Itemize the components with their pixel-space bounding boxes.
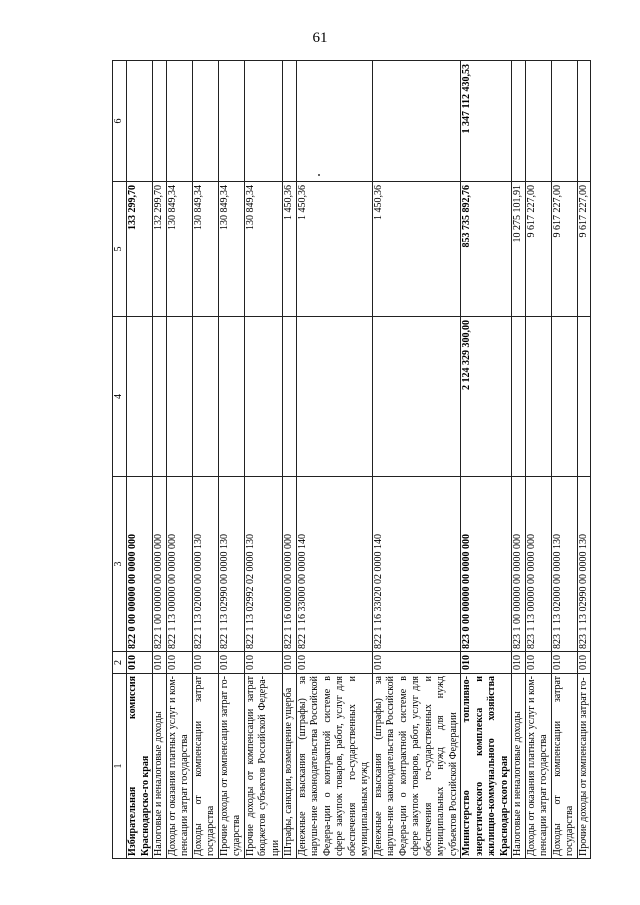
row-plan-cell xyxy=(218,317,244,477)
column-header: 5 xyxy=(113,182,127,317)
row-plan-cell xyxy=(283,317,297,477)
table-row xyxy=(283,61,297,859)
row-plan-cell xyxy=(192,317,218,477)
row-plan-cell: 2 124 329 300,00 xyxy=(461,317,512,477)
row-fact-cell: 130 849,34 xyxy=(166,182,192,317)
row-fact-cell: 132 299,70 xyxy=(153,182,167,317)
row-name-cell: Налоговые и неналоговые доходы xyxy=(153,674,167,859)
header-row xyxy=(113,61,127,859)
column-header: 6 xyxy=(113,61,127,182)
row-total-cell xyxy=(372,61,461,182)
table-row xyxy=(127,61,153,859)
row-kbk-cell: 822 1 13 02000 00 0000 130 xyxy=(192,477,218,652)
row-code-cell: 010 xyxy=(525,652,551,674)
column-header: 2 xyxy=(113,652,127,674)
row-code-cell: 010 xyxy=(512,652,526,674)
row-code-cell: 010 xyxy=(166,652,192,674)
row-plan-cell xyxy=(512,317,526,477)
row-fact-cell: 130 849,34 xyxy=(192,182,218,317)
row-fact-cell: 133 299,70 xyxy=(127,182,153,317)
row-plan-cell xyxy=(525,317,551,477)
column-header: 1 xyxy=(113,674,127,859)
scan-speck xyxy=(318,174,320,176)
row-total-cell xyxy=(296,61,372,182)
row-code-cell: 010 xyxy=(127,652,153,674)
row-kbk-cell: 822 1 13 00000 00 0000 000 xyxy=(166,477,192,652)
table-row xyxy=(512,61,526,859)
rotated-page-content xyxy=(112,61,609,859)
page-number: 61 xyxy=(312,30,328,46)
row-total-cell xyxy=(127,61,153,182)
row-name-cell: Доходы от компенсации затрат государства xyxy=(192,674,218,859)
row-code-cell: 010 xyxy=(192,652,218,674)
row-total-cell xyxy=(166,61,192,182)
row-fact-cell: 853 735 892,76 xyxy=(461,182,512,317)
row-code-cell: 010 xyxy=(551,652,577,674)
row-name-cell: Денежные взыскания (штрафы) за наруше-ние законодательства Российской Федера-ции о контрактной системе в сфере закупок товаров, работ, услуг для обеспечения го-сударственных и муниципальных нужд для нужд субъектов Российской Федерации xyxy=(372,674,461,859)
row-total-cell xyxy=(218,61,244,182)
row-fact-cell: 1 450,36 xyxy=(372,182,461,317)
row-plan-cell xyxy=(577,317,591,477)
row-kbk-cell: 823 1 13 00000 00 0000 000 xyxy=(525,477,551,652)
row-kbk-cell: 822 1 13 02990 00 0000 130 xyxy=(218,477,244,652)
row-code-cell: 010 xyxy=(283,652,297,674)
row-kbk-cell: 823 1 13 02990 00 0000 130 xyxy=(577,477,591,652)
rotated-table-wrapper xyxy=(112,61,609,859)
row-fact-cell: 130 849,34 xyxy=(244,182,283,317)
row-name-cell: Доходы от компенсации затрат государства xyxy=(551,674,577,859)
row-code-cell: 010 xyxy=(218,652,244,674)
row-fact-cell: 10 275 101,91 xyxy=(512,182,526,317)
revenue-table xyxy=(112,60,591,859)
row-total-cell xyxy=(525,61,551,182)
row-name-cell: Прочие доходы от компенсации затрат го-сударства xyxy=(218,674,244,859)
row-plan-cell xyxy=(166,317,192,477)
row-kbk-cell: 823 0 00 00000 00 0000 000 xyxy=(461,477,512,652)
table-row xyxy=(153,61,167,859)
row-kbk-cell: 822 1 16 33020 02 0000 140 xyxy=(372,477,461,652)
row-fact-cell: 1 450,36 xyxy=(283,182,297,317)
row-plan-cell xyxy=(127,317,153,477)
row-fact-cell: 9 617 227,00 xyxy=(551,182,577,317)
table-row xyxy=(192,61,218,859)
row-name-cell: Налоговые и неналоговые доходы xyxy=(512,674,526,859)
row-name-cell: Денежные взыскания (штрафы) за наруше-ние законодательства Российской Федера-ции о контрактной системе в сфере закупок товаров, работ, услуг для обеспечения го-сударственных и муниципальных нужд xyxy=(296,674,372,859)
row-total-cell xyxy=(192,61,218,182)
row-code-cell: 010 xyxy=(372,652,461,674)
row-kbk-cell: 822 1 00 00000 00 0000 000 xyxy=(153,477,167,652)
row-name-cell: Доходы от оказания платных услуг и ком-пенсации затрат государства xyxy=(166,674,192,859)
row-name-cell: Избирательная комиссия Краснодарско-го края xyxy=(127,674,153,859)
row-fact-cell: 9 617 227,00 xyxy=(577,182,591,317)
row-name-cell: Штрафы, санкции, возмещение ущерба xyxy=(283,674,297,859)
table-row xyxy=(461,61,512,859)
table-row xyxy=(577,61,591,859)
row-total-cell xyxy=(551,61,577,182)
row-code-cell: 010 xyxy=(577,652,591,674)
row-name-cell: Прочие доходы от компенсации затрат бюджетов субъектов Российской Федера-ции xyxy=(244,674,283,859)
row-name-cell: Прочие доходы от компенсации затрат го- xyxy=(577,674,591,859)
row-name-cell: Доходы от оказания платных услуг и ком-пенсации затрат государства xyxy=(525,674,551,859)
table-row xyxy=(166,61,192,859)
row-kbk-cell: 822 1 16 33000 00 0000 140 xyxy=(296,477,372,652)
row-fact-cell: 1 450,36 xyxy=(296,182,372,317)
row-fact-cell: 9 617 227,00 xyxy=(525,182,551,317)
row-plan-cell xyxy=(296,317,372,477)
row-total-cell xyxy=(244,61,283,182)
column-header: 4 xyxy=(113,317,127,477)
row-kbk-cell: 822 0 00 00000 00 0000 000 xyxy=(127,477,153,652)
row-total-cell xyxy=(577,61,591,182)
row-fact-cell: 130 849,34 xyxy=(218,182,244,317)
table-row xyxy=(296,61,372,859)
row-plan-cell xyxy=(153,317,167,477)
row-total-cell xyxy=(153,61,167,182)
row-code-cell: 010 xyxy=(244,652,283,674)
table-row xyxy=(372,61,461,859)
row-total-cell xyxy=(283,61,297,182)
row-total-cell: 1 347 112 430,53 xyxy=(461,61,512,182)
column-header: 3 xyxy=(113,477,127,652)
row-plan-cell xyxy=(244,317,283,477)
row-kbk-cell: 823 1 13 02000 00 0000 130 xyxy=(551,477,577,652)
row-total-cell xyxy=(512,61,526,182)
table-row xyxy=(551,61,577,859)
row-kbk-cell: 823 1 00 00000 00 0000 000 xyxy=(512,477,526,652)
row-code-cell: 010 xyxy=(153,652,167,674)
table-body xyxy=(113,61,591,859)
table-row xyxy=(218,61,244,859)
row-kbk-cell: 822 1 13 02992 02 0000 130 xyxy=(244,477,283,652)
row-name-cell: Министерство топливно-энергетического комплекса и жилищно-коммунального хозяйства Краснодар-ского края xyxy=(461,674,512,859)
row-kbk-cell: 822 1 16 00000 00 0000 000 xyxy=(283,477,297,652)
table-row xyxy=(525,61,551,859)
row-code-cell: 010 xyxy=(461,652,512,674)
row-code-cell: 010 xyxy=(296,652,372,674)
row-plan-cell xyxy=(372,317,461,477)
row-plan-cell xyxy=(551,317,577,477)
table-row xyxy=(244,61,283,859)
